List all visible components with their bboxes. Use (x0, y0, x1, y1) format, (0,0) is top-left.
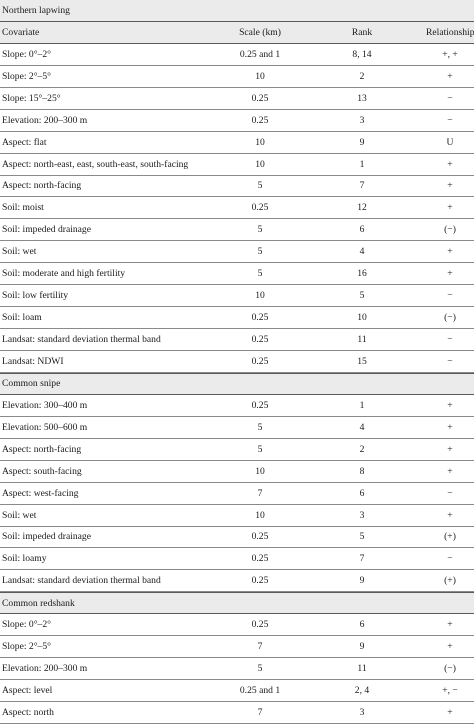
covariate-cell: Soil: impeded drainage (2, 531, 91, 543)
relationship-cell: − (447, 334, 453, 346)
covariate-cell: Slope: 15°–25° (2, 92, 61, 104)
relationship-cell: +, − (442, 685, 458, 697)
rank-cell: 15 (357, 355, 367, 367)
relationship-cell: (−) (444, 312, 456, 324)
scale-cell: 0.25 (251, 553, 269, 565)
rank-cell: 9 (359, 136, 365, 148)
scale-cell: 5 (257, 246, 263, 258)
scale-cell: 5 (257, 180, 263, 192)
relationship-cell: (−) (444, 224, 456, 236)
table-row (0, 570, 474, 592)
scale-cell: 10 (255, 70, 265, 82)
table-row (0, 329, 474, 351)
scale-cell: 5 (257, 443, 263, 455)
covariate-cell: Soil: impeded drainage (2, 224, 91, 236)
covariate-cell: Slope: 2°–5° (2, 641, 51, 653)
covariate-cell: Aspect: flat (2, 136, 47, 148)
table-row (0, 395, 474, 417)
rank-cell: 13 (357, 92, 367, 104)
covariate-cell: Elevation: 300–400 m (2, 399, 88, 411)
rank-cell: 11 (357, 663, 367, 675)
relationship-cell: + (447, 399, 453, 411)
relationship-cell: + (447, 180, 453, 192)
relationship-cell: + (447, 641, 453, 653)
scale-cell: 0.25 (251, 202, 269, 214)
rank-cell: 3 (359, 114, 365, 126)
covariate-cell: Landsat: standard deviation thermal band (2, 334, 161, 346)
table-row (0, 439, 474, 461)
covariate-cell: Soil: low fertility (2, 290, 69, 302)
relationship-cell: + (447, 202, 453, 214)
table-row (0, 285, 474, 307)
rank-cell: 6 (359, 487, 365, 499)
relationship-cell: + (447, 421, 453, 433)
relationship-cell: + (447, 268, 453, 280)
covariate-cell: Landsat: NDWI (2, 355, 64, 367)
relationship-cell: + (447, 70, 453, 82)
rank-cell: 4 (359, 421, 365, 433)
table-row (0, 680, 474, 702)
scale-cell: 0.25 (251, 312, 269, 324)
rank-cell: 3 (359, 706, 365, 718)
relationship-cell: (−) (444, 663, 456, 675)
table-row (0, 548, 474, 570)
covariate-cell: Aspect: level (2, 685, 53, 697)
scale-column-header: Scale (km) (239, 26, 281, 38)
relationship-cell: + (447, 706, 453, 718)
rank-cell: 1 (359, 399, 365, 411)
scale-cell: 10 (255, 290, 265, 302)
scale-cell: 5 (257, 421, 263, 433)
section-title: Northern lapwing (2, 4, 70, 16)
rank-cell: 5 (359, 290, 365, 302)
covariate-cell: Aspect: north-east, east, south-east, south-facing (2, 158, 189, 170)
table-row (0, 505, 474, 527)
table-row (0, 219, 474, 241)
table-row (0, 614, 474, 636)
table-row (0, 483, 474, 505)
covariate-cell: Elevation: 200–300 m (2, 663, 88, 675)
section-header-row (0, 0, 474, 22)
table-body (0, 44, 474, 724)
rank-cell: 5 (359, 531, 365, 543)
rank-cell: 11 (357, 334, 367, 346)
relationship-cell: − (447, 553, 453, 565)
table-row (0, 66, 474, 88)
covariate-cell: Aspect: north (2, 706, 54, 718)
covariate-cell: Landsat: standard deviation thermal band (2, 575, 161, 587)
relationship-cell: + (447, 443, 453, 455)
relationship-cell: + (447, 158, 453, 170)
rank-cell: 2, 4 (354, 685, 370, 697)
scale-cell: 0.25 and 1 (239, 685, 281, 697)
rank-cell: 4 (359, 246, 365, 258)
section-header-row (0, 373, 474, 395)
covariate-cell: Soil: moderate and high fertility (2, 268, 126, 280)
scale-cell: 7 (257, 641, 263, 653)
covariate-cell: Soil: moist (2, 202, 44, 214)
relationship-cell: + (447, 246, 453, 258)
covariate-cell: Soil: wet (2, 509, 37, 521)
rank-cell: 2 (359, 70, 365, 82)
relationship-cell: − (447, 355, 453, 367)
relationship-cell: + (447, 509, 453, 521)
rank-cell: 6 (359, 224, 365, 236)
scale-cell: 0.25 (251, 355, 269, 367)
table-row (0, 527, 474, 549)
scale-cell: 5 (257, 663, 263, 675)
covariate-column-header: Covariate (2, 26, 40, 38)
table-row (0, 44, 474, 66)
covariate-cell: Aspect: north-facing (2, 443, 82, 455)
relationship-cell: +, + (442, 48, 458, 60)
relationship-cell: + (447, 465, 453, 477)
scale-cell: 0.25 (251, 531, 269, 543)
relationship-cell: − (447, 487, 453, 499)
scale-cell: 0.25 (251, 114, 269, 126)
scale-cell: 0.25 (251, 575, 269, 587)
table-row (0, 241, 474, 263)
relationship-cell: − (447, 290, 453, 302)
relationship-cell: U (446, 136, 454, 148)
covariate-cell: Elevation: 200–300 m (2, 114, 88, 126)
table-row (0, 307, 474, 329)
table-row (0, 417, 474, 439)
table-row (0, 110, 474, 132)
scale-cell: 0.25 (251, 619, 269, 631)
rank-cell: 6 (359, 619, 365, 631)
rank-cell: 7 (359, 180, 365, 192)
relationship-cell: − (447, 92, 453, 104)
column-header-row (0, 22, 474, 44)
scale-cell: 7 (257, 706, 263, 718)
scale-cell: 10 (255, 136, 265, 148)
rank-cell: 10 (357, 312, 367, 324)
rank-cell: 8 (359, 465, 365, 477)
relationship-column-header: Relationship (426, 26, 474, 38)
table-row (0, 461, 474, 483)
relationship-cell: − (447, 114, 453, 126)
covariate-cell: Aspect: north-facing (2, 180, 82, 192)
rank-column-header: Rank (351, 26, 373, 38)
rank-cell: 2 (359, 443, 365, 455)
covariate-cell: Slope: 2°–5° (2, 70, 51, 82)
covariate-cell: Slope: 0°–2° (2, 48, 51, 60)
rank-cell: 8, 14 (352, 48, 372, 60)
scale-cell: 10 (255, 509, 265, 521)
table-row (0, 88, 474, 110)
covariate-cell: Aspect: west-facing (2, 487, 79, 499)
scale-cell: 5 (257, 224, 263, 236)
table-row (0, 132, 474, 154)
scale-cell: 7 (257, 487, 263, 499)
covariate-cell: Soil: loam (2, 312, 42, 324)
covariate-cell: Soil: loamy (2, 553, 47, 565)
relationship-cell: (+) (444, 531, 456, 543)
section-header-row (0, 592, 474, 614)
table-row (0, 351, 474, 373)
rank-cell: 9 (359, 641, 365, 653)
covariate-cell: Soil: wet (2, 246, 37, 258)
table-row (0, 636, 474, 658)
scale-cell: 0.25 and 1 (239, 48, 281, 60)
covariate-cell: Elevation: 500–600 m (2, 421, 88, 433)
table-row (0, 154, 474, 176)
table-row (0, 658, 474, 680)
table-row (0, 176, 474, 198)
scale-cell: 10 (255, 465, 265, 477)
scale-cell: 0.25 (251, 334, 269, 346)
scale-cell: 0.25 (251, 399, 269, 411)
rank-cell: 12 (357, 202, 367, 214)
section-title: Common redshank (2, 597, 75, 609)
rank-cell: 7 (359, 553, 365, 565)
table-row (0, 263, 474, 285)
rank-cell: 16 (357, 268, 367, 280)
relationship-cell: + (447, 619, 453, 631)
table-row (0, 197, 474, 219)
scale-cell: 0.25 (251, 92, 269, 104)
section-title: Common snipe (2, 378, 61, 390)
rank-cell: 1 (359, 158, 365, 170)
covariate-cell: Slope: 0°–2° (2, 619, 51, 631)
relationship-cell: (+) (444, 575, 456, 587)
rank-cell: 3 (359, 509, 365, 521)
scale-cell: 10 (255, 158, 265, 170)
rank-cell: 9 (359, 575, 365, 587)
table-row (0, 702, 474, 724)
scale-cell: 5 (257, 268, 263, 280)
covariate-cell: Aspect: south-facing (2, 465, 82, 477)
